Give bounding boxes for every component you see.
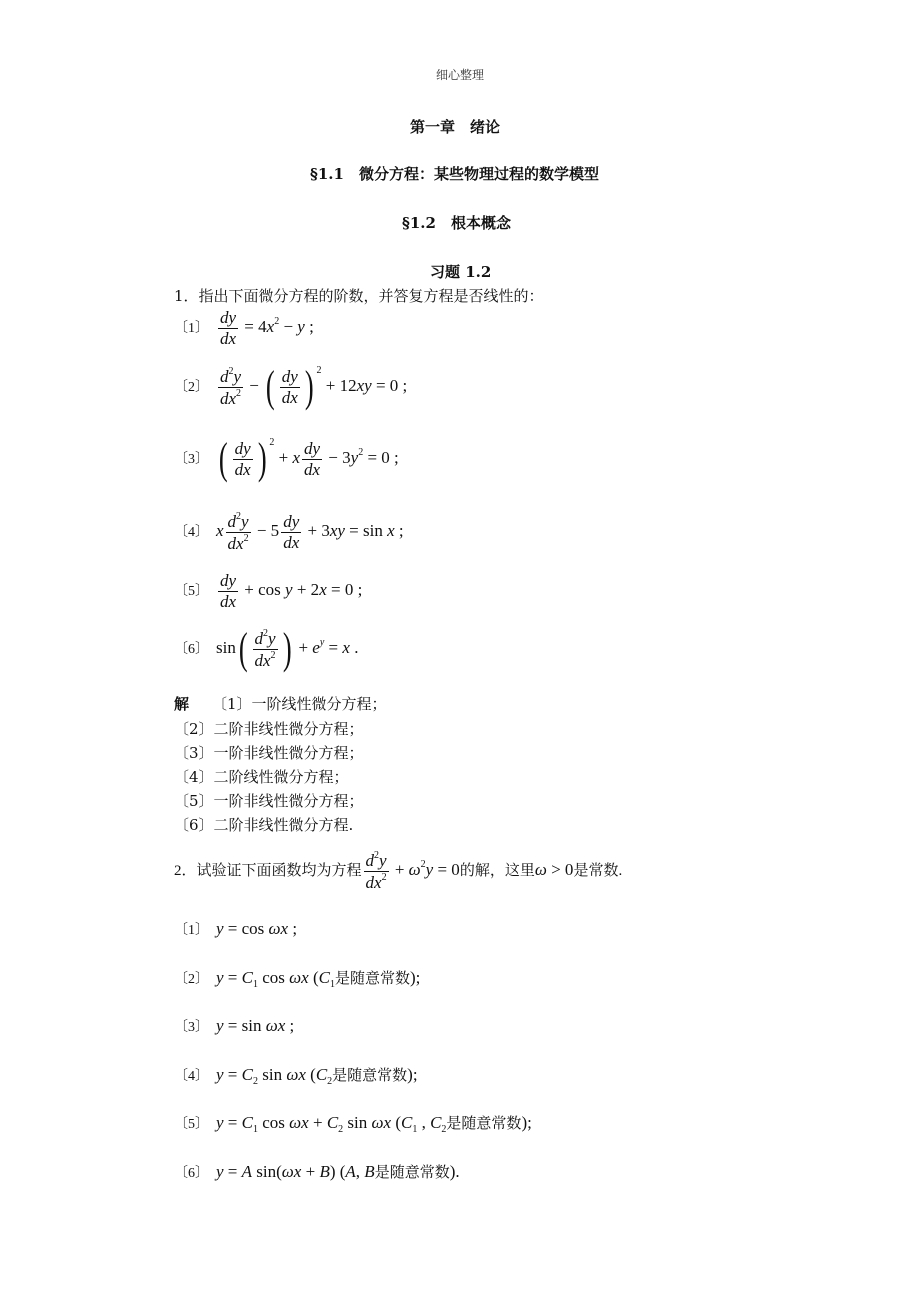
equation-label: 〔5〕: [174, 583, 209, 599]
solution-line: 〔4〕二阶线性微分方程；: [174, 768, 349, 786]
equation-label: 〔2〕: [174, 379, 209, 395]
chapter-title: 第一章 绪论: [410, 118, 501, 136]
solution-title: 解: [174, 695, 190, 713]
function-note: 是随意常数: [332, 1068, 408, 1084]
function-6: 〔6〕 y = A sin(ωx + B) (A, B是随意常数).: [174, 1162, 460, 1181]
equation-label: 〔1〕: [174, 320, 209, 336]
problem-2-stem-c: 是常数.: [573, 862, 623, 879]
solution-line: 〔1〕一阶线性微分方程；: [212, 695, 387, 713]
function-label: 〔5〕: [174, 1117, 209, 1132]
equation-label: 〔3〕: [174, 451, 209, 467]
function-label: 〔3〕: [174, 1020, 209, 1035]
equation-3: 〔3〕 ( $\frac{dy}{dx}$ ) $^2$ + x $\frac{dy}{dx}$ − $3y^2 = 0$ ;: [174, 434, 399, 483]
function-1: 〔1〕 y = cos ωx ;: [174, 919, 298, 938]
solution-line: 〔3〕一阶非线性微分方程；: [174, 744, 364, 762]
solution-line: 〔6〕二阶非线性微分方程.: [174, 816, 354, 834]
function-5: 〔5〕 $y = C_1$ $\cos \omega x + C_2$ sin ωx ($C_1$ , $C_2$是随意常数);: [174, 1113, 532, 1135]
equation-6: 〔6〕 sin( $\frac{d^2y}{dx^2}$ ) + $e^y = x$ .: [174, 624, 359, 673]
problem-2-stem: 2．试验证下面函数均为方程 $\frac{d^2y}{dx^2}$ + $\omega^2y = 0$的解，这里ω > 0是常数.: [174, 850, 623, 892]
problem-2-stem-a: 2．试验证下面函数均为方程: [174, 862, 362, 879]
equation-label: 〔4〕: [174, 524, 209, 540]
function-label: 〔1〕: [174, 923, 209, 938]
function-note: 是随意常数: [334, 971, 410, 987]
problem-1-stem: 1．指出下面微分方程的阶数，并答复方程是否线性的：: [174, 287, 544, 305]
function-2: 〔2〕 $y = C_1$ cos ωx ($C_1$是随意常数);: [174, 968, 421, 990]
equation-5: 〔5〕 $\frac{dy}{dx}$ + cos y + 2x = 0 ;: [174, 571, 363, 611]
section-1-1-title: §1.1 微分方程：某些物理过程的数学模型: [310, 165, 599, 183]
equation-label: 〔6〕: [174, 641, 209, 657]
solution-line: 〔5〕一阶非线性微分方程；: [174, 792, 364, 810]
equation-2: 〔2〕 $\frac{d^2y}{dx^2}$ − ( $\frac{dy}{dx}$ ) $^2$ + 12xy = 0 ;: [174, 362, 408, 411]
function-label: 〔4〕: [174, 1069, 209, 1084]
function-note: 是随意常数: [374, 1165, 450, 1181]
function-label: 〔6〕: [174, 1166, 209, 1181]
page-header-note: 细心整理: [436, 68, 485, 82]
equation-1: 〔1〕 $\frac{dy}{dx}$ = $4x^2 - y$ ;: [174, 308, 314, 348]
exercise-title: 习题 1.2: [430, 263, 492, 281]
equation-4: 〔4〕 x $\frac{d^2y}{dx^2}$ − 5 $\frac{dy}{dx}$ + 3xy = sin x ;: [174, 511, 404, 553]
function-3: 〔3〕 y = sin ωx ;: [174, 1016, 295, 1035]
problem-2-stem-b: 的解，这里: [459, 862, 535, 879]
function-note: 是随意常数: [446, 1116, 522, 1132]
function-4: 〔4〕 $y = C_2$ sin ωx ($C_2$是随意常数);: [174, 1065, 418, 1087]
function-label: 〔2〕: [174, 972, 209, 987]
solution-line: 〔2〕二阶非线性微分方程；: [174, 720, 364, 738]
section-1-2-title: §1.2 根本概念: [402, 214, 511, 232]
